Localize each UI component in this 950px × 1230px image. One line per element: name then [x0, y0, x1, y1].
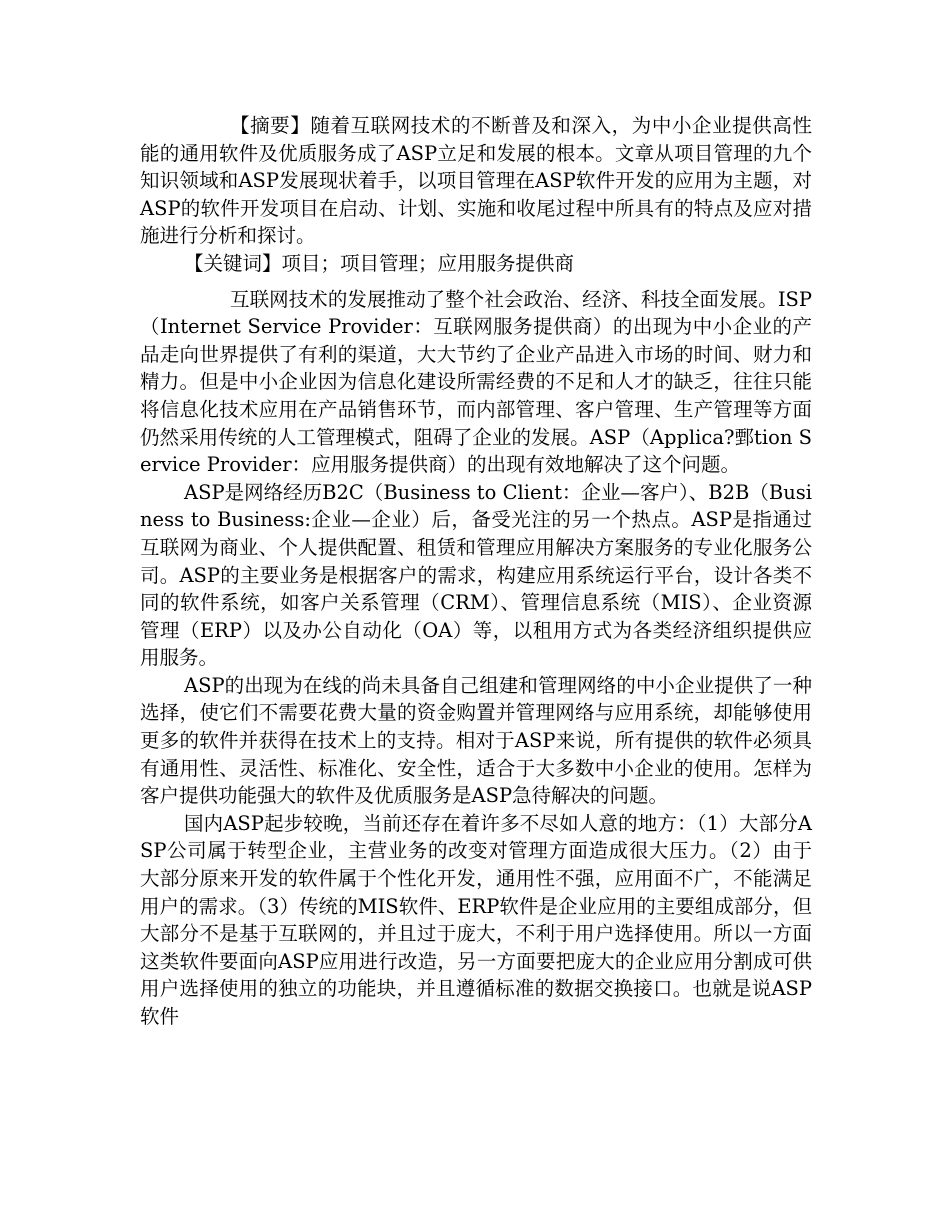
body-paragraph-3: ASP的出现为在线的尚未具备自己组建和管理网络的中小企业提供了一种选择，使它们不需要花费大量的资金购置并管理网络与应用系统，却能够使用更多的软件并获得在技术上的支持。相对于ASP来说，所有提供的软件必须具有通用性、灵活性、标准化、安全性，适合于大多数中小企业的使用。怎样为客户提供功能强大的软件及优质服务是ASP急待解决的问题。 — [140, 673, 812, 808]
body-paragraph-4: 国内ASP起步较晚，当前还存在着许多不尽如人意的地方：（1）大部分ASP公司属于转型企业，主营业务的改变对管理方面造成很大压力。（2）由于大部分原来开发的软件属于个性化开发，通用性不强，应用面不广，不能满足用户的需求。（3）传统的MIS软件、ERP软件是企业应用的主要组成部分，但大部分不是基于互联网的，并且过于庞大，不利于用户选择使用。所以一方面这类软件要面向ASP应用进行改造，另一方面要把庞大的企业应用分割成可供用户选择使用的独立的功能块，并且遵循标准的数据交换接口。也就是说ASP软件 — [140, 811, 812, 1028]
section-gap — [140, 278, 812, 286]
document-page — [140, 112, 812, 1031]
body-paragraph-1: 互联网技术的发展推动了整个社会政治、经济、科技全面发展。ISP（Internet Service Provider：互联网服务提供商）的出现为中小企业的产品走向世界提供了有利的渠道，大大节约了企业产品进入市场的时间、财力和精力。但是中小企业因为信息化建设所需经费的不足和人才的缺乏，往往只能将信息化技术应用在产品销售环节，而内部管理、客户管理、生产管理等方面仍然采用传统的人工管理模式，阻碍了企业的发展。ASP（Applica?鄄tion Service Provider：应用服务提供商）的出现有效地解决了这个问题。 — [140, 287, 812, 477]
body-paragraph-2: ASP是网络经历B2C（Business to Client：企业—客户）、B2B（Business to Business:企业—企业）后，备受光注的另一个热点。ASP是指通过互联网为商业、个人提供配置、租赁和管理应用解决方案服务的专业化服务公司。ASP的主要业务是根据客户的需求，构建应用系统运行平台，设计各类不同的软件系统，如客户关系管理（CRM）、管理信息系统（MIS）、企业资源管理（ERP）以及办公自动化（OA）等，以租用方式为各类经济组织提供应用服务。 — [140, 480, 812, 670]
keywords-paragraph: 【关键词】项目；项目管理；应用服务提供商 — [184, 251, 575, 275]
abstract-paragraph: 【摘要】随着互联网技术的不断普及和深入，为中小企业提供高性能的通用软件及优质服务成了ASP立足和发展的根本。文章从项目管理的九个知识领域和ASP发展现状着手，以项目管理在ASP软件开发的应用为主题，对ASP的软件开发项目在启动、计划、实施和收尾过程中所具有的特点及应对措施进行分析和探讨。 — [140, 114, 812, 248]
